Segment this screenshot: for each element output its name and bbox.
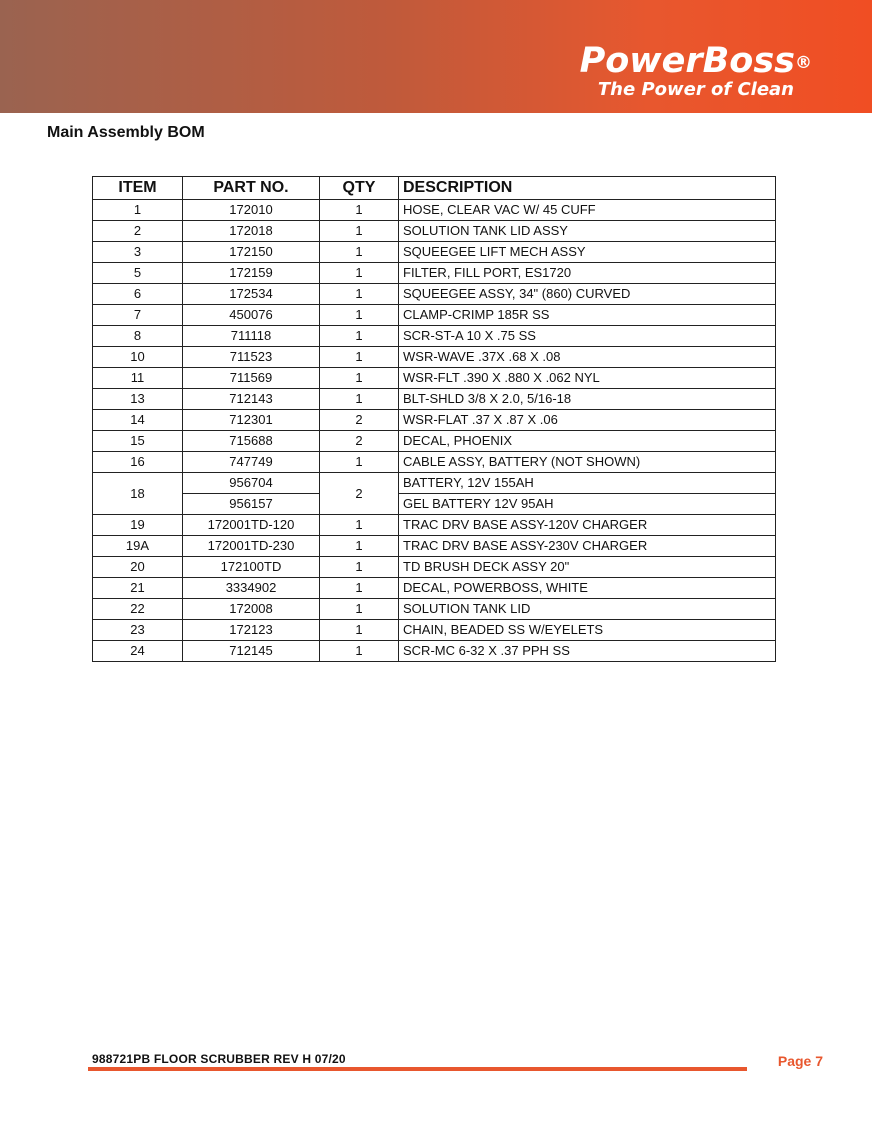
cell-item: 8 [93,326,183,347]
cell-description: SOLUTION TANK LID ASSY [399,221,776,242]
header-item: ITEM [93,177,183,200]
cell-qty: 1 [320,578,399,599]
cell-item: 14 [93,410,183,431]
table-row [93,473,776,494]
cell-item: 13 [93,389,183,410]
cell-item: 16 [93,452,183,473]
cell-part-no: 172123 [183,620,320,641]
cell-description: SQUEEGEE ASSY, 34" (860) CURVED [399,284,776,305]
table-row [93,620,776,641]
cell-part-no: 956704 [183,473,320,494]
bom-table [92,176,776,662]
cell-part-no: 712143 [183,389,320,410]
cell-description: FILTER, FILL PORT, ES1720 [399,263,776,284]
table-row [93,494,776,515]
page-title: Main Assembly BOM [47,124,205,141]
cell-item: 22 [93,599,183,620]
cell-item: 1 [93,200,183,221]
cell-description: SQUEEGEE LIFT MECH ASSY [399,242,776,263]
cell-part-no: 711569 [183,368,320,389]
cell-description: TRAC DRV BASE ASSY-120V CHARGER [399,515,776,536]
cell-description: WSR-FLAT .37 X .87 X .06 [399,410,776,431]
cell-description: WSR-WAVE .37X .68 X .08 [399,347,776,368]
table-row [93,305,776,326]
cell-part-no: 747749 [183,452,320,473]
header-description: DESCRIPTION [399,177,776,200]
cell-qty: 1 [320,536,399,557]
header-qty: QTY [320,177,399,200]
brand-tagline: The Power of Clean [597,79,794,100]
cell-description: CHAIN, BEADED SS W/EYELETS [399,620,776,641]
table-row [93,221,776,242]
cell-description: BATTERY, 12V 155AH [399,473,776,494]
cell-item: 11 [93,368,183,389]
cell-part-no: 172018 [183,221,320,242]
brand-logo [580,42,812,100]
table-row [93,263,776,284]
cell-part-no: 172010 [183,200,320,221]
cell-description: TRAC DRV BASE ASSY-230V CHARGER [399,536,776,557]
cell-item: 19A [93,536,183,557]
cell-qty: 1 [320,620,399,641]
table-row [93,536,776,557]
registered-mark: ® [795,53,812,73]
cell-qty: 1 [320,599,399,620]
header-part-no: PART NO. [183,177,320,200]
cell-part-no: 715688 [183,431,320,452]
brand-name: PowerBoss [579,41,795,81]
cell-description: SCR-ST-A 10 X .75 SS [399,326,776,347]
bom-table-body [93,200,776,662]
table-row [93,557,776,578]
cell-part-no: 450076 [183,305,320,326]
table-row [93,431,776,452]
cell-qty: 1 [320,263,399,284]
table-row [93,410,776,431]
cell-qty: 1 [320,515,399,536]
cell-part-no: 172159 [183,263,320,284]
cell-item: 6 [93,284,183,305]
cell-item: 5 [93,263,183,284]
table-row [93,368,776,389]
cell-description: WSR-FLT .390 X .880 X .062 NYL [399,368,776,389]
table-row [93,578,776,599]
cell-item: 3 [93,242,183,263]
cell-qty: 2 [320,431,399,452]
footer-divider [88,1067,747,1071]
cell-part-no: 711118 [183,326,320,347]
table-row [93,452,776,473]
page-number: Page 7 [777,1053,823,1069]
cell-qty: 1 [320,347,399,368]
table-row [93,242,776,263]
cell-qty: 1 [320,641,399,662]
cell-description: DECAL, PHOENIX [399,431,776,452]
cell-item: 15 [93,431,183,452]
table-header-row [93,177,776,200]
cell-description: SCR-MC 6-32 X .37 PPH SS [399,641,776,662]
cell-qty: 1 [320,221,399,242]
cell-part-no: 172008 [183,599,320,620]
cell-item: 10 [93,347,183,368]
cell-qty: 1 [320,452,399,473]
cell-item: 24 [93,641,183,662]
cell-description: BLT-SHLD 3/8 X 2.0, 5/16-18 [399,389,776,410]
cell-description: GEL BATTERY 12V 95AH [399,494,776,515]
cell-qty: 1 [320,557,399,578]
cell-item: 2 [93,221,183,242]
cell-description: SOLUTION TANK LID [399,599,776,620]
cell-qty: 2 [320,473,399,515]
cell-item: 23 [93,620,183,641]
cell-description: CABLE ASSY, BATTERY (NOT SHOWN) [399,452,776,473]
footer-doc-id: 988721PB FLOOR SCRUBBER REV H 07/20 [92,1052,346,1066]
cell-qty: 1 [320,389,399,410]
cell-item: 7 [93,305,183,326]
cell-part-no: 3334902 [183,578,320,599]
cell-description: HOSE, CLEAR VAC W/ 45 CUFF [399,200,776,221]
cell-qty: 2 [320,410,399,431]
cell-description: CLAMP-CRIMP 185R SS [399,305,776,326]
cell-qty: 1 [320,284,399,305]
cell-part-no: 172534 [183,284,320,305]
table-row [93,326,776,347]
cell-part-no: 172001TD-120 [183,515,320,536]
cell-qty: 1 [320,200,399,221]
cell-part-no: 712145 [183,641,320,662]
cell-description: DECAL, POWERBOSS, WHITE [399,578,776,599]
table-row [93,347,776,368]
cell-part-no: 172001TD-230 [183,536,320,557]
cell-part-no: 956157 [183,494,320,515]
cell-item: 19 [93,515,183,536]
table-row [93,599,776,620]
table-row [93,641,776,662]
cell-item: 18 [93,473,183,515]
cell-part-no: 711523 [183,347,320,368]
cell-part-no: 172100TD [183,557,320,578]
table-row [93,284,776,305]
cell-item: 20 [93,557,183,578]
table-row [93,515,776,536]
cell-qty: 1 [320,326,399,347]
cell-qty: 1 [320,368,399,389]
table-row [93,389,776,410]
cell-qty: 1 [320,242,399,263]
cell-qty: 1 [320,305,399,326]
cell-part-no: 712301 [183,410,320,431]
cell-description: TD BRUSH DECK ASSY 20" [399,557,776,578]
table-row [93,200,776,221]
cell-item: 21 [93,578,183,599]
cell-part-no: 172150 [183,242,320,263]
